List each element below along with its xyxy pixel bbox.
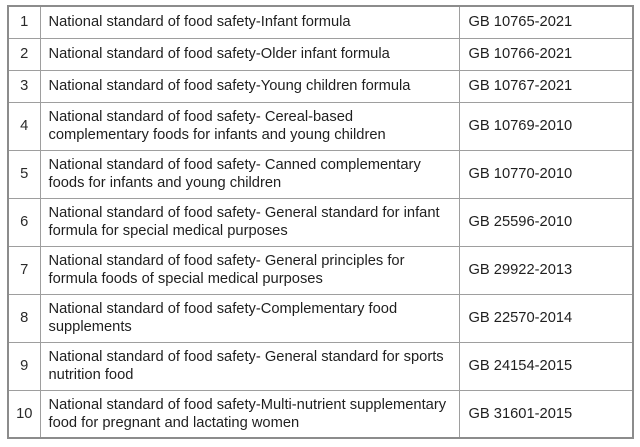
table-row xyxy=(8,342,633,390)
standard-code-cell: GB 10770-2010 xyxy=(459,150,633,198)
row-index-cell: 9 xyxy=(8,342,40,390)
standard-code-cell: GB 10769-2010 xyxy=(459,102,633,150)
standard-code-cell: GB 10766-2021 xyxy=(459,38,633,70)
table-row xyxy=(8,198,633,246)
standard-name-cell: National standard of food safety-Older infant formula xyxy=(40,38,459,70)
standard-code-cell: GB 22570-2014 xyxy=(459,294,633,342)
table-row xyxy=(8,6,633,38)
table-row xyxy=(8,70,633,102)
table-row xyxy=(8,38,633,70)
row-index-cell: 6 xyxy=(8,198,40,246)
standard-name-cell: National standard of food safety- General standard for sports nutrition food xyxy=(40,342,459,390)
standard-name-cell: National standard of food safety-Multi-nutrient supplementary food for pregnant and lactating women xyxy=(40,390,459,438)
row-index-cell: 3 xyxy=(8,70,40,102)
row-index-cell: 7 xyxy=(8,246,40,294)
table-row xyxy=(8,390,633,438)
table-row xyxy=(8,246,633,294)
row-index-cell: 8 xyxy=(8,294,40,342)
standard-code-cell: GB 10767-2021 xyxy=(459,70,633,102)
food-safety-standards-table xyxy=(7,5,634,439)
row-index-cell: 5 xyxy=(8,150,40,198)
standard-code-cell: GB 10765-2021 xyxy=(459,6,633,38)
table-row xyxy=(8,102,633,150)
standard-name-cell: National standard of food safety- General standard for infant formula for special medical purposes xyxy=(40,198,459,246)
row-index-cell: 10 xyxy=(8,390,40,438)
row-index-cell: 4 xyxy=(8,102,40,150)
table-body xyxy=(8,6,633,438)
row-index-cell: 1 xyxy=(8,6,40,38)
table-row xyxy=(8,294,633,342)
standard-name-cell: National standard of food safety- Canned complementary foods for infants and young children xyxy=(40,150,459,198)
standard-name-cell: National standard of food safety-Infant formula xyxy=(40,6,459,38)
row-index-cell: 2 xyxy=(8,38,40,70)
standard-name-cell: National standard of food safety-Young children formula xyxy=(40,70,459,102)
standard-code-cell: GB 25596-2010 xyxy=(459,198,633,246)
standard-name-cell: National standard of food safety- Cereal-based complementary foods for infants and young children xyxy=(40,102,459,150)
standard-name-cell: National standard of food safety-Complementary food supplements xyxy=(40,294,459,342)
table-row xyxy=(8,150,633,198)
standard-code-cell: GB 29922-2013 xyxy=(459,246,633,294)
standard-name-cell: National standard of food safety- General principles for formula foods of special medical purposes xyxy=(40,246,459,294)
standard-code-cell: GB 24154-2015 xyxy=(459,342,633,390)
standard-code-cell: GB 31601-2015 xyxy=(459,390,633,438)
